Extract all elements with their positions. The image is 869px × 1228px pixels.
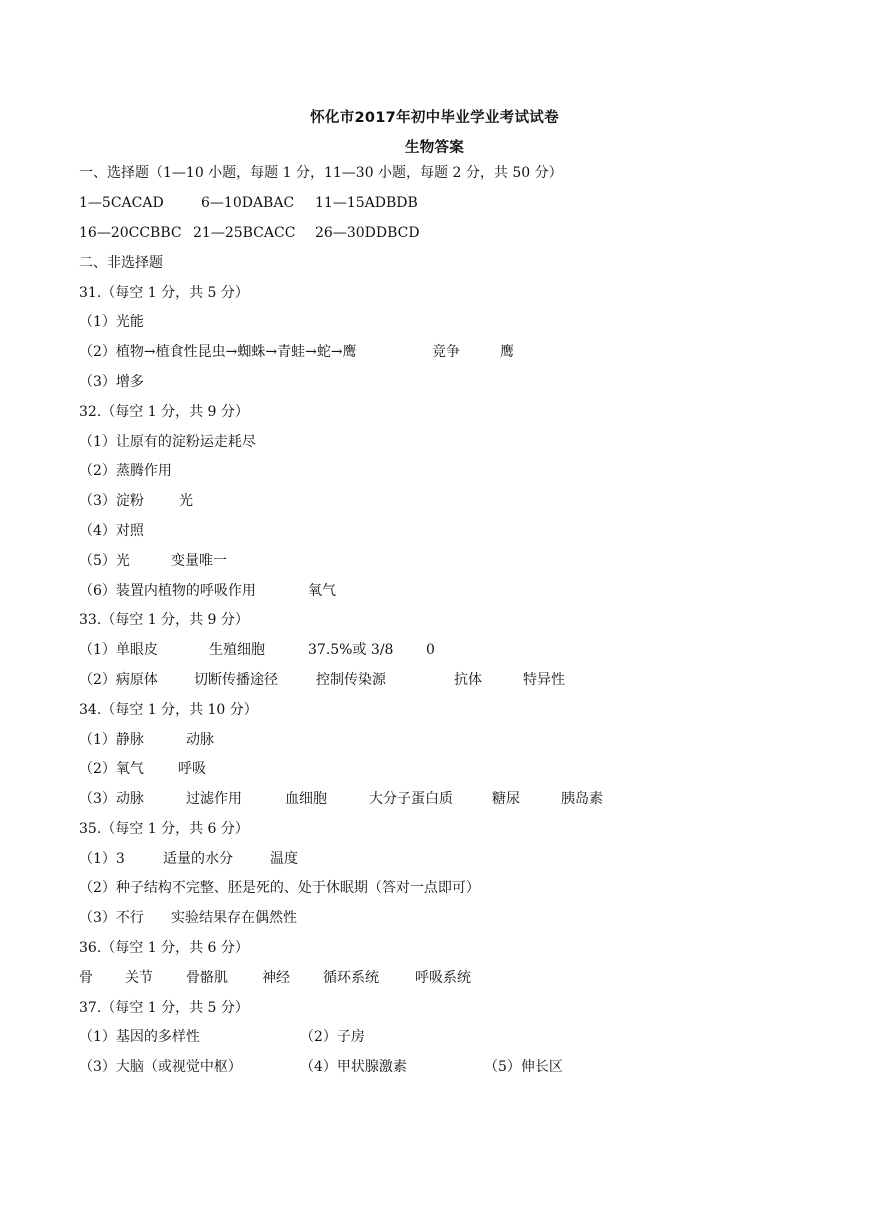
answer-text: 鹰 [500, 344, 514, 360]
answer-group: 11—15ADBDB [315, 195, 418, 211]
answer-text: （3）淀粉 [79, 493, 144, 509]
answer-group: 1—5CACAD [79, 195, 164, 211]
answer-text: （2）植物→植食性昆虫→蜘蛛→青蛙→蛇→鹰 [79, 344, 357, 360]
answer-text: 生殖细胞 [209, 642, 265, 658]
answer-text: 0 [426, 642, 435, 658]
answer-text: 实验结果存在偶然性 [171, 910, 297, 926]
answer-text: 胰岛素 [561, 791, 603, 807]
question-33-heading: 33.（每空 1 分，共 9 分） [79, 612, 249, 628]
answer-group: 21—25BCACC [193, 225, 296, 241]
answer-text: （2）蒸腾作用 [79, 463, 172, 479]
answer-text: 特异性 [523, 672, 565, 688]
answer-text: （4）对照 [79, 523, 144, 539]
answer-group: 16—20CCBBC [79, 225, 182, 241]
document-title: 怀化市2017年初中毕业学业考试试卷 [310, 110, 559, 126]
answer-text: （1）静脉 [79, 732, 144, 748]
answer-text: 循环系统 [323, 970, 379, 986]
answer-text: 37.5%或 3/8 [308, 642, 394, 658]
answer-text: （2）子房 [300, 1029, 365, 1045]
answer-text: 骨 [79, 970, 93, 986]
question-32-heading: 32.（每空 1 分，共 9 分） [79, 404, 249, 420]
answer-text: 关节 [125, 970, 153, 986]
answer-text: 抗体 [454, 672, 482, 688]
answer-text: （1）单眼皮 [79, 642, 158, 658]
answer-text: 神经 [262, 970, 290, 986]
document-subtitle: 生物答案 [404, 140, 465, 156]
answer-text: 动脉 [186, 732, 214, 748]
answer-text: （5）光 [79, 553, 130, 569]
answer-text: 骨骼肌 [186, 970, 228, 986]
answer-text: 呼吸系统 [415, 970, 471, 986]
question-34-heading: 34.（每空 1 分，共 10 分） [79, 702, 258, 718]
answer-text: （1）基因的多样性 [79, 1029, 200, 1045]
answer-text: （3）大脑（或视觉中枢） [79, 1059, 242, 1075]
answer-text: （2）氧气 [79, 761, 144, 777]
answer-group: 26—30DDBCD [315, 225, 420, 241]
question-36-heading: 36.（每空 1 分，共 6 分） [79, 940, 249, 956]
answer-text: （1）光能 [79, 314, 144, 330]
answer-text: 呼吸 [178, 761, 206, 777]
answer-text: （3）增多 [79, 374, 144, 390]
answer-text: （1）3 [79, 851, 125, 867]
part1-heading: 一、选择题（1—10 小题，每题 1 分，11—30 小题，每题 2 分，共 50 分） [79, 165, 563, 181]
answer-text: 竞争 [432, 344, 460, 360]
question-37-heading: 37.（每空 1 分，共 5 分） [79, 1000, 249, 1016]
answer-text: （5）伸长区 [484, 1059, 563, 1075]
answer-text: 适量的水分 [163, 851, 233, 867]
answer-text: 糖尿 [492, 791, 520, 807]
answer-text: 光 [179, 493, 193, 509]
answer-text: （2）病原体 [79, 672, 158, 688]
answer-text: （1）让原有的淀粉运走耗尽 [79, 434, 256, 450]
answer-text: 过滤作用 [186, 791, 242, 807]
answer-text: 血细胞 [285, 791, 327, 807]
answer-text: （4）甲状腺激素 [300, 1059, 407, 1075]
answer-text: （2）种子结构不完整、胚是死的、处于休眠期（答对一点即可） [79, 880, 480, 896]
answer-text: 大分子蛋白质 [369, 791, 453, 807]
answer-text: 变量唯一 [171, 553, 227, 569]
answer-text: 温度 [270, 851, 298, 867]
answer-text: 控制传染源 [316, 672, 386, 688]
answer-text: （3）动脉 [79, 791, 144, 807]
answer-text: （6）装置内植物的呼吸作用 [79, 583, 256, 599]
answer-group: 6—10DABAC [201, 195, 295, 211]
question-31-heading: 31.（每空 1 分，共 5 分） [79, 285, 249, 301]
answer-text: 切断传播途径 [194, 672, 278, 688]
answer-text: 氧气 [308, 583, 336, 599]
part2-heading: 二、非选择题 [79, 255, 163, 271]
answer-text: （3）不行 [79, 910, 144, 926]
question-35-heading: 35.（每空 1 分，共 6 分） [79, 821, 249, 837]
